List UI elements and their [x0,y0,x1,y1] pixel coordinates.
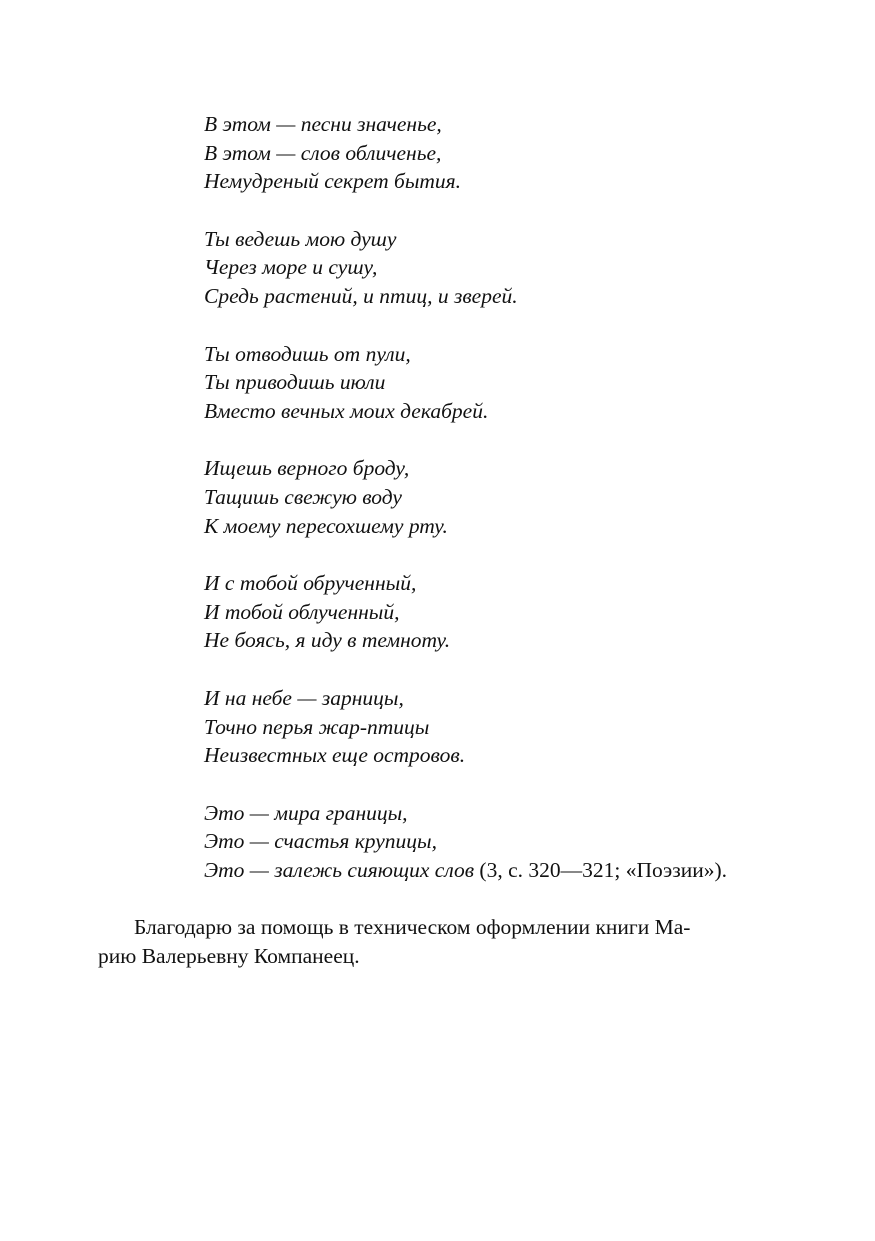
stanza-1 [204,110,844,196]
acknowledgement-line: рию Валерьевну Компанеец. [98,943,360,968]
poem-line: Неизвестных еще островов. [204,743,466,768]
stanza-2 [204,225,844,311]
stanza-4 [204,454,844,540]
poem-line-text: Это — залежь сияющих слов [204,857,475,882]
acknowledgement-line: Благодарю за помощь в техническом оформлении книги Ма- [134,915,691,939]
poem-line: И с тобой обрученный, [204,571,417,596]
poem-line: И тобой облученный, [204,599,400,624]
stanza-6 [204,684,844,770]
poem-line: Вместо вечных моих декабрей. [204,398,489,423]
poem-line: Точно перья жар-птицы [204,714,430,739]
poem-line: Это — мира границы, [204,800,408,825]
stanza-7 [204,799,844,885]
poem-line: В этом — песни значенье, [204,112,442,136]
poem-line: Средь растений, и птиц, и зверей. [204,283,518,308]
poem-last-line [204,856,844,885]
poem-line: Немудреный секрет бытия. [204,169,462,194]
poem-line: Тащишь свежую воду [204,484,402,509]
poem-line: Ты отводишь от пули, [204,341,411,366]
stanza-5 [204,569,844,655]
stanza-3 [204,340,844,426]
poem [204,110,844,913]
poem-line: Это — счастья крупицы, [204,829,437,854]
poem-line: Ты приводишь июли [204,370,386,395]
poem-line: Через море и сушу, [204,255,378,280]
poem-line: Ищешь верного броду, [204,456,410,481]
poem-line: К моему пересохшему рту. [204,513,448,538]
acknowledgement-paragraph [98,913,762,970]
source-citation: (3, с. 320—321; «Поэзии»). [474,857,728,882]
poem-line: Ты ведешь мою душу [204,226,397,251]
poem-line: И на небе — зарницы, [204,685,404,710]
poem-line: В этом — слов обличенье, [204,140,442,165]
poem-line: Не боясь, я иду в темноту. [204,628,451,653]
